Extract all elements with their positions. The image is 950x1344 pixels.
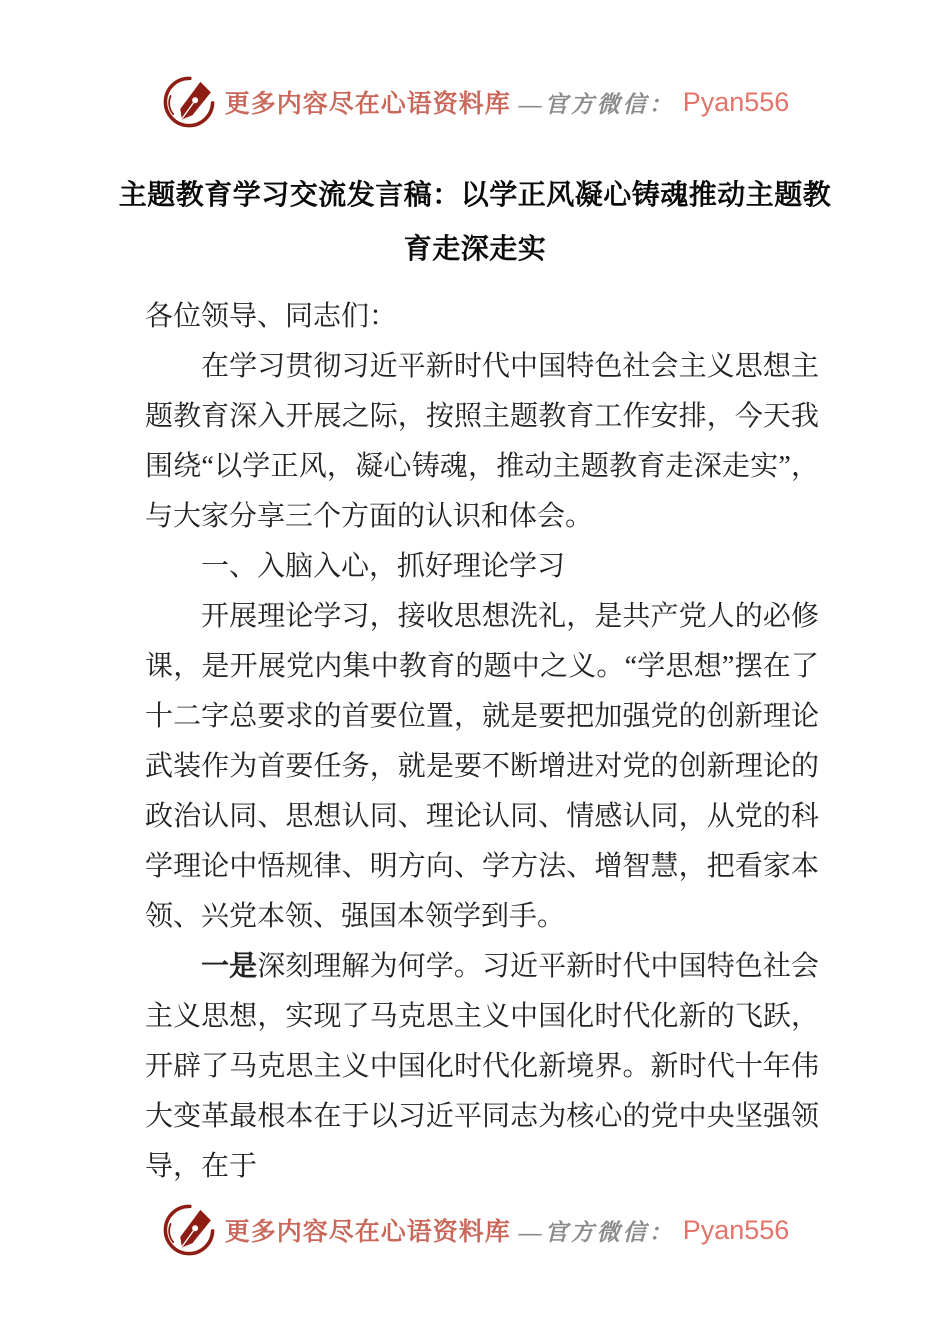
document-title xyxy=(75,169,875,277)
greeting-line: 各位领导、同志们： xyxy=(145,301,398,332)
brand-text: 更多内容尽在心语资料库 xyxy=(224,1219,511,1246)
wechat-id: Pyan556 xyxy=(682,86,790,117)
paragraph-theory-study: 开展理论学习，接收思想洗礼，是共产党人的必修课，是开展党内集中教育的题中之义。“学思想”摆在了十二字总要求的首要位置，就是要把加强党的创新理论武装作为首要任务，就是要不断增进对党的创新理论的政治认同、思想认同、理论认同、情感认同，从党的科学理论中悟规律、明方向、学方法、增智慧，把看家本领、兴党本领、强国本领学到手。 xyxy=(145,601,819,932)
title-line-2: 育走深走实 xyxy=(403,234,547,265)
paragraph-point-one-lead: 一是 xyxy=(201,951,258,982)
paragraph-intro: 在学习贯彻习近平新时代中国特色社会主义思想主题教育深入开展之际，按照主题教育工作安排，今天我围绕“以学正风，凝心铸魂，推动主题教育走深走实”，与大家分享三个方面的认识和体会。 xyxy=(145,351,819,532)
document-body xyxy=(145,292,819,1192)
wechat-id: Pyan556 xyxy=(682,1214,790,1245)
wechat-label: —官方微信： xyxy=(518,91,675,117)
header-watermark xyxy=(0,74,950,130)
section-heading-1: 一、入脑入心，抓好理论学习 xyxy=(201,551,566,582)
footer-watermark xyxy=(0,1202,950,1258)
paragraph-point-one-text: 深刻理解为何学。习近平新时代中国特色社会主义思想，实现了马克思主义中国化时代化新的飞跃，开辟了马克思主义中国化时代化新境界。新时代十年伟大变革最根本在于以习近平同志为核心的党中央坚强领导，在于 xyxy=(145,951,819,1182)
wechat-label: —官方微信： xyxy=(518,1219,675,1245)
brand-text: 更多内容尽在心语资料库 xyxy=(224,91,511,118)
title-line-1: 主题教育学习交流发言稿：以学正风凝心铸魂推动主题教 xyxy=(118,180,832,211)
pen-nib-swirl-icon xyxy=(161,1202,217,1258)
paragraph-point-one xyxy=(145,942,819,1192)
pen-nib-swirl-icon xyxy=(161,74,217,130)
